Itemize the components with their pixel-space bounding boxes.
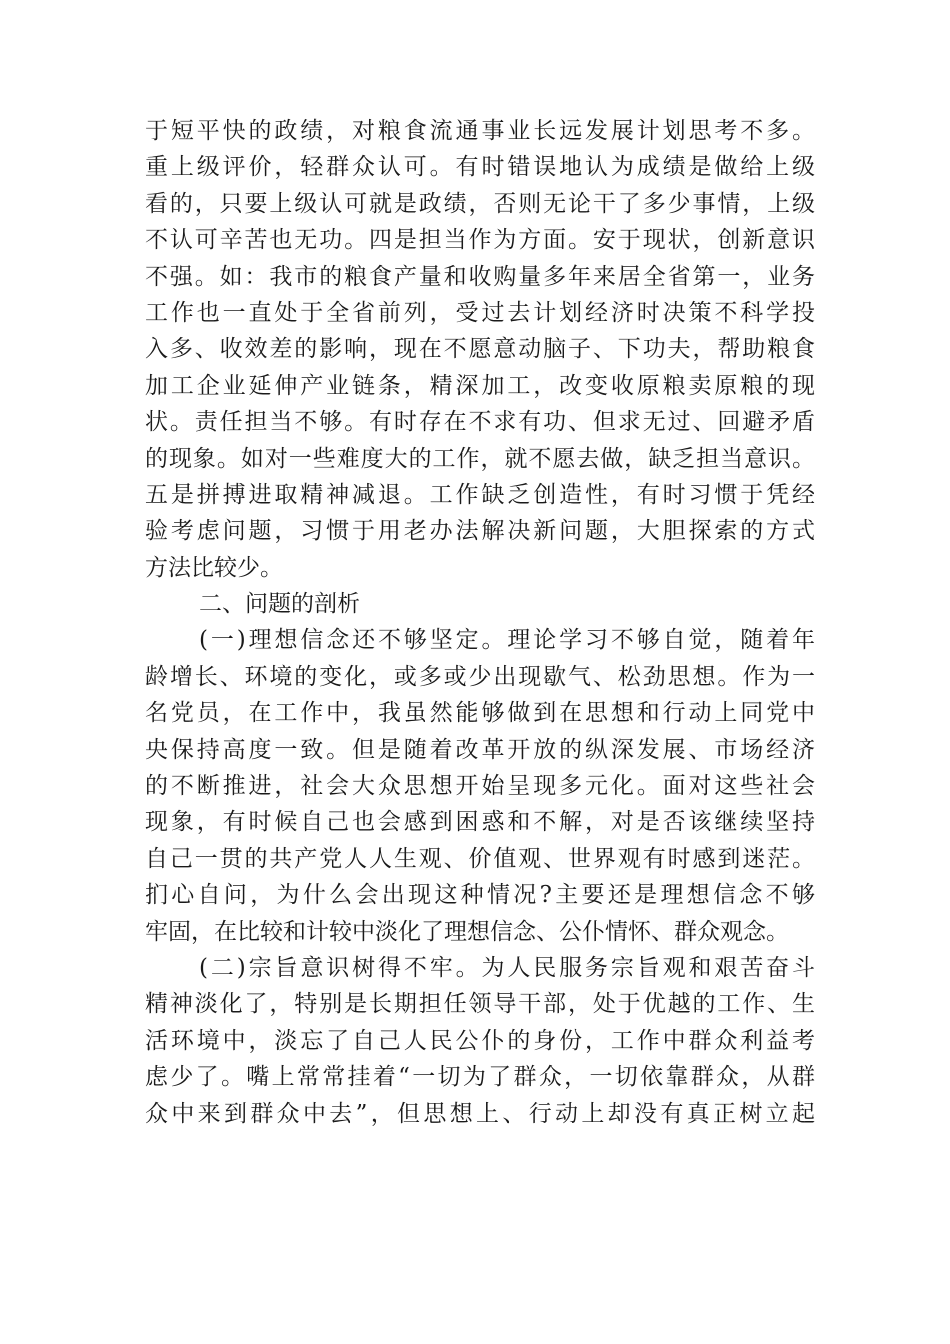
- text-line: 龄增长、环境的变化，或多或少出现歇气、松劲思想。作为一: [145, 663, 815, 690]
- text-line: 状。责任担当不够。有时存在不求有功、但求无过、回避矛盾: [145, 409, 815, 436]
- text-line: 虑少了。嘴上常常挂着“一切为了群众，一切依靠群众，从群: [145, 1064, 815, 1091]
- text-line: 验考虑问题，习惯于用老办法解决新问题，大胆探索的方式: [145, 518, 815, 545]
- text-line: 扪心自问，为什么会出现这种情况?主要还是理想信念不够: [145, 882, 815, 909]
- text-line: 不认可辛苦也无功。四是担当作为方面。安于现状，创新意识: [145, 227, 815, 254]
- text-line: 央保持高度一致。但是随着改革开放的纵深发展、市场经济: [145, 736, 815, 763]
- text-line: 名党员，在工作中，我虽然能够做到在思想和行动上同党中: [145, 700, 815, 727]
- text-line: 不强。如：我市的粮食产量和收购量多年来居全省第一，业务: [145, 263, 815, 290]
- text-line: 的不断推进，社会大众思想开始呈现多元化。面对这些社会: [145, 773, 815, 800]
- text-line: 精神淡化了，特别是长期担任领导干部，处于优越的工作、生: [145, 991, 815, 1018]
- text-line: 方法比较少。: [145, 554, 283, 581]
- text-line: 自己一贯的共产党人人生观、价值观、世界观有时感到迷茫。: [145, 845, 815, 872]
- text-line: 众中来到群众中去”，但思想上、行动上却没有真正树立起: [145, 1100, 815, 1127]
- text-line: 活环境中，淡忘了自己人民公仆的身份，工作中群众利益考: [145, 1027, 815, 1054]
- text-line: 现象，有时候自己也会感到困惑和不解，对是否该继续坚持: [145, 809, 815, 836]
- text-line: 工作也一直处于全省前列，受过去计划经济时决策不科学投: [145, 299, 815, 326]
- text-line: 五是拼搏进取精神减退。工作缺乏创造性，有时习惯于凭经: [145, 481, 815, 508]
- text-line: (二)宗旨意识树得不牢。为人民服务宗旨观和艰苦奋斗: [199, 954, 815, 981]
- section-heading: 二、问题的剖析: [199, 591, 360, 618]
- text-line: 加工企业延伸产业链条，精深加工，改变收原粮卖原粮的现: [145, 372, 815, 399]
- text-line: 于短平快的政绩，对粮食流通事业长远发展计划思考不多。: [145, 118, 815, 144]
- text-line: 的现象。如对一些难度大的工作，就不愿去做，缺乏担当意识。: [145, 445, 815, 472]
- text-line: 重上级评价，轻群众认可。有时错误地认为成绩是做给上级: [145, 154, 815, 181]
- text-line: 看的，只要上级认可就是政绩，否则无论干了多少事情，上级: [145, 190, 815, 217]
- text-line: (一)理想信念还不够坚定。理论学习不够自觉，随着年: [199, 627, 815, 654]
- text-line: 入多、收效差的影响，现在不愿意动脑子、下功夫，帮助粮食: [145, 336, 815, 363]
- body-text: [145, 113, 815, 1132]
- text-line: 牢固，在比较和计较中淡化了理想信念、公仆情怀、群众观念。: [145, 918, 789, 945]
